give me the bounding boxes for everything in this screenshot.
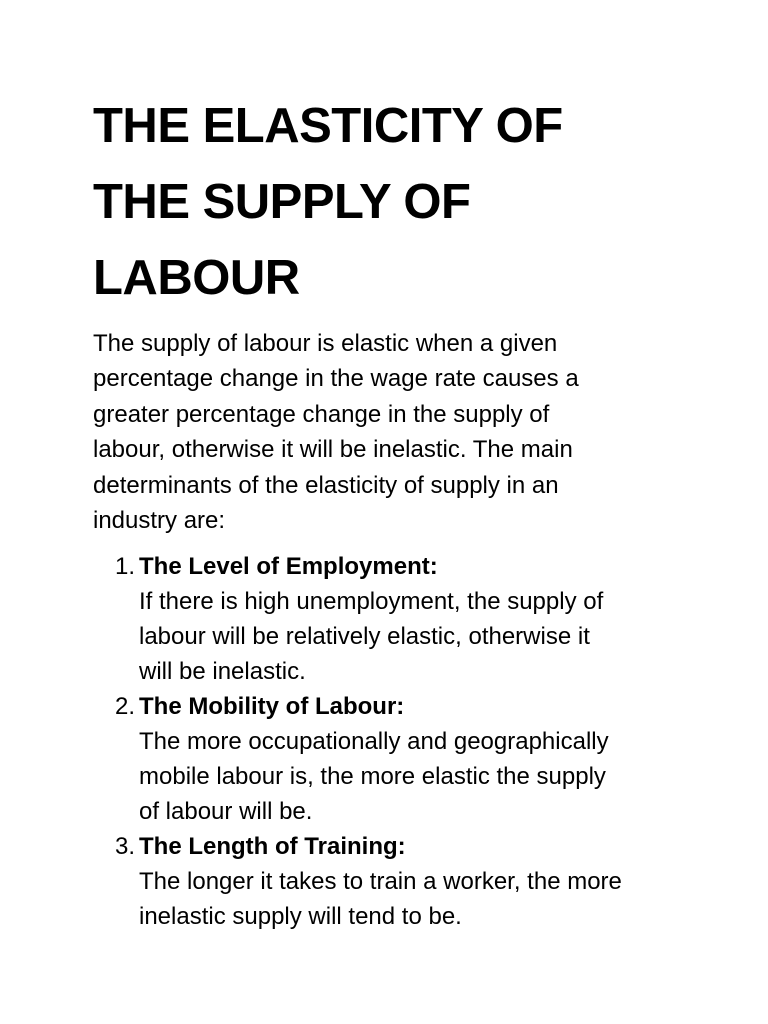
list-item xyxy=(93,829,693,934)
determinants-list xyxy=(93,549,693,934)
list-item xyxy=(93,689,693,829)
item-body-line: mobile labour is, the more elastic the supply xyxy=(139,763,606,790)
intro-line: industry are: xyxy=(93,507,226,535)
list-number: 1. xyxy=(115,553,136,580)
intro-line: determinants of the elasticity of supply in an xyxy=(93,471,559,499)
item-body xyxy=(139,724,693,829)
intro-line: percentage change in the wage rate causes a xyxy=(93,365,579,393)
item-body-line: labour will be relatively elastic, otherwise it xyxy=(139,623,590,650)
title-line: THE ELASTICITY OF xyxy=(93,99,563,153)
item-body-line: The more occupationally and geographically xyxy=(139,728,609,755)
item-body-line: of labour will be. xyxy=(139,798,313,825)
intro-line: labour, otherwise it will be inelastic. The main xyxy=(93,436,573,464)
item-body-line: inelastic supply will tend to be. xyxy=(139,903,462,930)
item-body-line: If there is high unemployment, the supply of xyxy=(139,588,604,615)
item-heading: The Level of Employment: xyxy=(139,553,438,580)
item-body-line: will be inelastic. xyxy=(139,658,306,685)
intro-line: greater percentage change in the supply of xyxy=(93,400,550,428)
list-number: 2. xyxy=(115,693,136,720)
document-title xyxy=(93,88,713,316)
item-heading: The Length of Training: xyxy=(139,833,406,860)
item-body-line: The longer it takes to train a worker, the more xyxy=(139,868,622,895)
item-body xyxy=(139,864,693,934)
intro-paragraph xyxy=(93,326,673,538)
list-item xyxy=(93,549,693,689)
item-body xyxy=(139,584,693,689)
item-heading: The Mobility of Labour: xyxy=(139,693,405,720)
list-number: 3. xyxy=(115,833,136,860)
intro-line: The supply of labour is elastic when a given xyxy=(93,330,558,357)
title-line: THE SUPPLY OF xyxy=(93,175,471,229)
title-line: LABOUR xyxy=(93,251,300,305)
